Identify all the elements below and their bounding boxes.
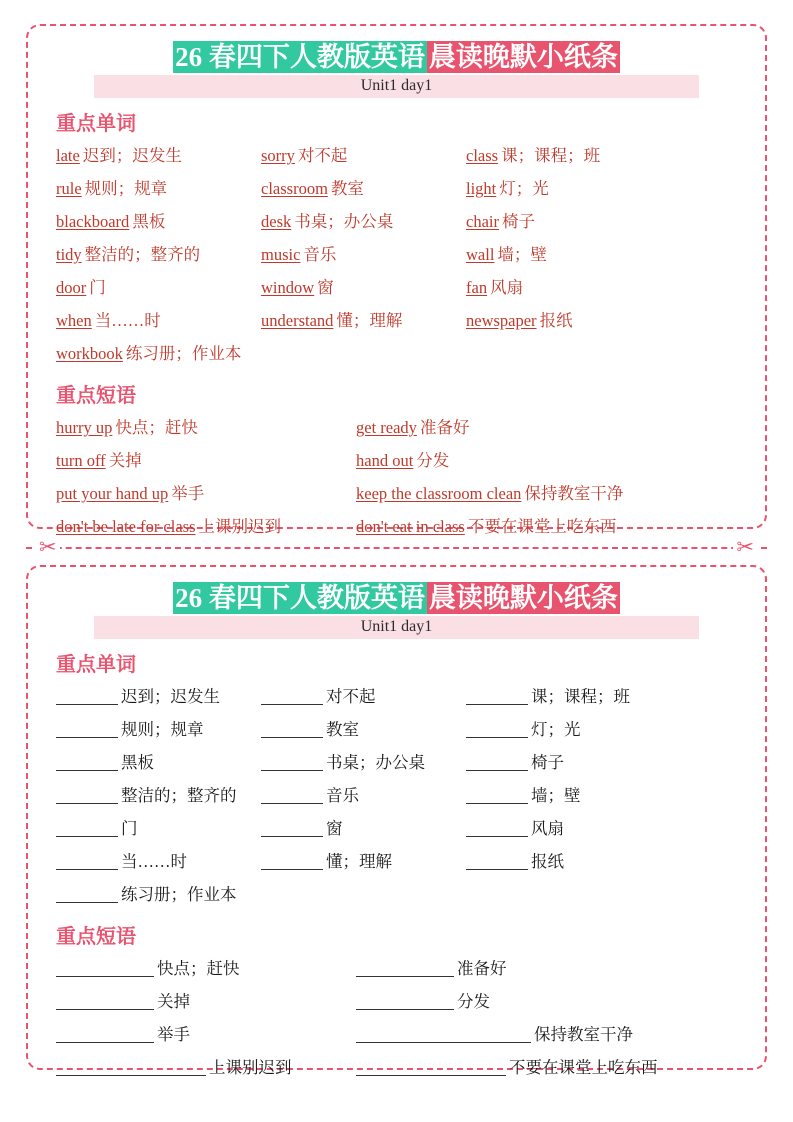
word-entry-empty (466, 338, 745, 370)
word-blank-entry[interactable] (56, 681, 261, 713)
phrases-grid-blank (48, 953, 745, 1084)
word-blank-entry[interactable] (56, 846, 261, 878)
title-segment-pink: 晨读晚默小纸条 (428, 42, 618, 72)
phrase-en: don't eat in class (356, 517, 465, 537)
answer-blank[interactable] (56, 992, 154, 1010)
word-cn: 对不起 (297, 146, 348, 166)
title-block-bottom (48, 583, 745, 614)
word-entry (466, 272, 745, 304)
answer-blank[interactable] (56, 786, 118, 804)
word-cn: 墙；壁 (497, 245, 547, 265)
phrase-cn: 快点；赶快 (115, 418, 198, 438)
word-cn: 窗 (317, 278, 334, 298)
word-blank-entry[interactable] (466, 714, 745, 746)
phrase-cn: 上课别迟到 (209, 1058, 292, 1078)
word-blank-entry[interactable] (56, 714, 261, 746)
word-en: newspaper (466, 311, 537, 331)
words-heading-top: 重点单词 (56, 111, 136, 136)
phrase-blank-entry[interactable] (56, 1052, 356, 1084)
word-cn: 书桌；办公桌 (326, 753, 425, 773)
phrases-heading-top: 重点短语 (56, 383, 136, 408)
word-en: light (466, 179, 497, 199)
word-en: late (56, 146, 80, 166)
title-block (48, 42, 745, 73)
word-cn: 灯；光 (499, 179, 549, 199)
phrase-entry (356, 445, 745, 477)
word-entry (466, 305, 745, 337)
answer-blank[interactable] (56, 885, 118, 903)
answer-blank[interactable] (56, 959, 154, 977)
word-cn: 迟到；迟发生 (82, 146, 182, 166)
word-entry (261, 173, 466, 205)
word-entry (261, 272, 466, 304)
word-cn: 教室 (326, 720, 359, 740)
phrase-cn: 分发 (416, 451, 450, 471)
phrases-heading-bottom: 重点短语 (56, 924, 136, 949)
word-cn: 报纸 (531, 852, 564, 872)
phrase-blank-entry[interactable] (56, 1019, 356, 1051)
title-segment-green: 26 春四下人教版英语 (175, 42, 425, 72)
phrase-blank-entry[interactable] (356, 1019, 745, 1051)
word-entry-empty (261, 338, 466, 370)
answer-blank[interactable] (466, 753, 528, 771)
word-entry (56, 305, 261, 337)
scissors-icon: ✂ (733, 537, 757, 558)
word-en: window (261, 278, 315, 298)
word-en: rule (56, 179, 82, 199)
word-en: door (56, 278, 87, 298)
title-segment-green: 26 春四下人教版英语 (175, 583, 425, 613)
word-entry (261, 206, 466, 238)
word-blank-entry[interactable] (466, 780, 745, 812)
word-cn: 规则；规章 (121, 720, 204, 740)
answer-blank[interactable] (56, 687, 118, 705)
answer-blank[interactable] (56, 753, 118, 771)
phrase-cn: 准备好 (419, 418, 470, 438)
word-entry (466, 140, 745, 172)
word-en: music (261, 245, 301, 265)
word-entry (56, 338, 261, 370)
phrase-entry (356, 412, 745, 444)
title-segment-pink: 晨读晚默小纸条 (428, 583, 618, 613)
word-cn: 风扇 (531, 819, 564, 839)
word-en: class (466, 146, 499, 166)
word-cn: 门 (89, 278, 106, 298)
answer-blank[interactable] (56, 819, 118, 837)
phrase-cn: 关掉 (157, 992, 190, 1012)
word-en: sorry (261, 146, 295, 166)
answer-blank[interactable] (56, 1025, 154, 1043)
phrase-blank-entry[interactable] (56, 953, 356, 985)
study-card-blank (26, 565, 767, 1078)
word-cn: 懂；理解 (326, 852, 392, 872)
answer-blank[interactable] (466, 852, 528, 870)
phrase-entry (356, 478, 745, 510)
word-entry (466, 206, 745, 238)
phrase-cn: 关掉 (108, 451, 142, 471)
word-blank-entry[interactable] (56, 780, 261, 812)
word-cn: 整洁的；整齐的 (84, 245, 201, 265)
phrase-blank-entry[interactable] (356, 986, 745, 1018)
word-entry (56, 140, 261, 172)
answer-blank[interactable] (261, 819, 323, 837)
word-en: understand (261, 311, 334, 331)
answer-blank[interactable] (261, 753, 323, 771)
cut-dash-line (26, 547, 767, 549)
word-blank-entry[interactable] (56, 747, 261, 779)
phrase-en: keep the classroom clean (356, 484, 522, 504)
phrase-cn: 上课别迟到 (198, 517, 282, 537)
word-en: desk (261, 212, 292, 232)
phrase-blank-entry[interactable] (356, 953, 745, 985)
phrase-en: put your hand up (56, 484, 169, 504)
word-blank-entry[interactable] (466, 846, 745, 878)
words-grid-blank (48, 681, 745, 911)
answer-blank[interactable] (261, 852, 323, 870)
word-blank-entry[interactable] (56, 879, 261, 911)
answer-blank[interactable] (356, 992, 454, 1010)
word-entry (56, 206, 261, 238)
word-cn: 窗 (326, 819, 343, 839)
answer-blank[interactable] (466, 720, 528, 738)
phrase-cn: 举手 (157, 1025, 190, 1045)
word-blank-entry[interactable] (261, 714, 466, 746)
word-entry (466, 239, 745, 271)
phrase-cn: 不要在课堂上吃东西 (509, 1058, 658, 1078)
phrase-en: get ready (356, 418, 417, 438)
answer-blank[interactable] (261, 687, 323, 705)
scissors-icon: ✂ (36, 537, 60, 558)
word-cn: 教室 (330, 179, 364, 199)
words-grid-filled (48, 140, 745, 370)
word-en: workbook (56, 344, 123, 364)
phrase-cn: 不要在课堂上吃东西 (467, 517, 617, 537)
word-cn: 课；课程；班 (501, 146, 601, 166)
phrase-en: don't be late for class (56, 517, 196, 537)
page-title-bottom (173, 583, 620, 614)
phrase-cn: 快点；赶快 (157, 959, 240, 979)
word-cn: 规则；规章 (84, 179, 168, 199)
word-en: when (56, 311, 92, 331)
word-cn: 音乐 (326, 786, 359, 806)
word-blank-entry-empty (466, 879, 745, 911)
word-cn: 椅子 (531, 753, 564, 773)
word-blank-entry[interactable] (261, 813, 466, 845)
word-blank-entry[interactable] (261, 747, 466, 779)
answer-blank[interactable] (56, 1058, 206, 1076)
study-card-filled (26, 24, 767, 537)
word-en: wall (466, 245, 495, 265)
subtitle-bar-top: Unit1 day1 (94, 75, 699, 98)
phrase-cn: 举手 (171, 484, 205, 504)
word-cn: 练习册；作业本 (125, 344, 242, 364)
phrase-en: turn off (56, 451, 106, 471)
word-cn: 迟到；迟发生 (121, 687, 220, 707)
word-cn: 当……时 (94, 311, 161, 331)
page-title (173, 42, 620, 73)
word-entry (261, 305, 466, 337)
word-cn: 风扇 (490, 278, 524, 298)
phrase-cn: 保持教室干净 (534, 1025, 633, 1045)
word-en: fan (466, 278, 488, 298)
phrase-en: hurry up (56, 418, 113, 438)
word-cn: 音乐 (303, 245, 337, 265)
answer-blank[interactable] (56, 852, 118, 870)
phrase-blank-entry[interactable] (356, 1052, 745, 1084)
word-cn: 懂；理解 (336, 311, 403, 331)
word-entry (466, 173, 745, 205)
word-en: chair (466, 212, 499, 232)
word-cn: 书桌；办公桌 (294, 212, 394, 232)
answer-blank[interactable] (466, 786, 528, 804)
phrase-entry (56, 478, 356, 510)
answer-blank[interactable] (261, 786, 323, 804)
word-cn: 报纸 (539, 311, 573, 331)
word-cn: 练习册；作业本 (121, 885, 237, 905)
word-blank-entry[interactable] (56, 813, 261, 845)
cut-line (26, 529, 767, 565)
answer-blank[interactable] (56, 720, 118, 738)
subtitle-bar-bottom: Unit1 day1 (94, 616, 699, 639)
word-cn: 墙；壁 (531, 786, 581, 806)
phrases-grid-filled (48, 412, 745, 543)
phrase-en: hand out (356, 451, 414, 471)
words-heading-bottom: 重点单词 (56, 652, 136, 677)
word-cn: 课；课程；班 (531, 687, 630, 707)
word-entry (261, 140, 466, 172)
word-blank-entry[interactable] (261, 780, 466, 812)
word-en: classroom (261, 179, 328, 199)
word-en: tidy (56, 245, 82, 265)
answer-blank[interactable] (466, 687, 528, 705)
phrase-entry (56, 412, 356, 444)
word-entry (56, 272, 261, 304)
word-blank-entry[interactable] (261, 681, 466, 713)
word-cn: 整洁的；整齐的 (121, 786, 237, 806)
word-en: blackboard (56, 212, 130, 232)
word-cn: 当……时 (121, 852, 187, 872)
phrase-cn: 分发 (457, 992, 490, 1012)
answer-blank[interactable] (466, 819, 528, 837)
word-blank-entry[interactable] (466, 681, 745, 713)
answer-blank[interactable] (261, 720, 323, 738)
word-cn: 灯；光 (531, 720, 581, 740)
phrase-entry (56, 445, 356, 477)
phrase-cn: 保持教室干净 (524, 484, 624, 504)
phrase-cn: 准备好 (457, 959, 507, 979)
word-blank-entry-empty (261, 879, 466, 911)
word-cn: 椅子 (501, 212, 535, 232)
word-entry (261, 239, 466, 271)
word-blank-entry[interactable] (466, 747, 745, 779)
word-cn: 黑板 (121, 753, 154, 773)
word-cn: 门 (121, 819, 138, 839)
word-blank-entry[interactable] (466, 813, 745, 845)
phrase-blank-entry[interactable] (56, 986, 356, 1018)
word-entry (56, 239, 261, 271)
word-cn: 黑板 (132, 212, 166, 232)
word-blank-entry[interactable] (261, 846, 466, 878)
answer-blank[interactable] (356, 1025, 531, 1043)
answer-blank[interactable] (356, 1058, 506, 1076)
word-cn: 对不起 (326, 687, 376, 707)
word-entry (56, 173, 261, 205)
answer-blank[interactable] (356, 959, 454, 977)
